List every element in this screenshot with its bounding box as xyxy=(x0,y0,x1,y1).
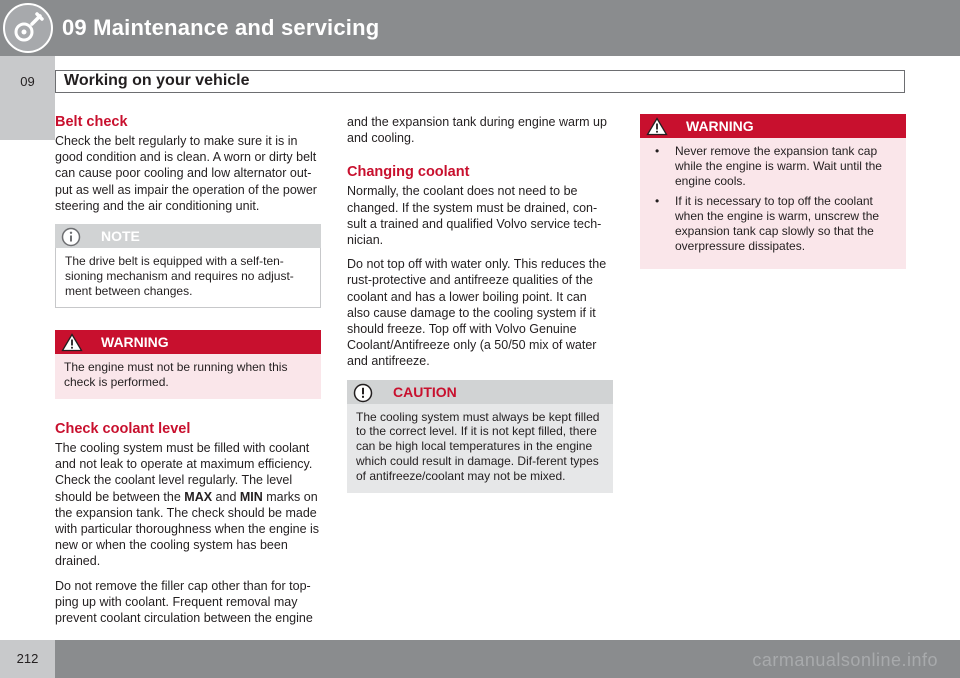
warning-label: WARNING xyxy=(686,118,754,134)
coolant-text-and: and xyxy=(212,489,240,504)
column-left xyxy=(55,114,321,634)
warning-item-text: If it is necessary to top off the coolant when the engine is warm, unscrew the expansion tank cap slowly so that the overpressure dissipates. xyxy=(675,194,880,253)
wrench-gear-icon xyxy=(2,2,54,54)
changing-coolant-heading: Changing coolant xyxy=(347,164,470,181)
warning-header xyxy=(55,330,321,354)
warning-triangle-icon xyxy=(646,117,668,136)
belt-check-heading: Belt check xyxy=(55,114,128,130)
exclamation-circle-icon xyxy=(353,383,373,403)
info-icon xyxy=(61,227,81,247)
watermark: carmanualsonline.info xyxy=(752,650,938,670)
section-title: Working on your vehicle xyxy=(64,72,250,89)
chapter-side-tab xyxy=(0,56,55,140)
warning-list-item xyxy=(649,194,897,253)
note-header xyxy=(55,224,321,248)
warning-header xyxy=(640,114,906,138)
warning-list-item xyxy=(649,144,897,188)
page-number: 212 xyxy=(16,651,39,666)
warning-label: WARNING xyxy=(101,334,169,351)
bullet: • xyxy=(655,144,660,158)
warning-text: The engine must not be running when this check is performed. xyxy=(55,354,321,399)
changing-coolant-text-1: Normally, the coolant does not need to be changed. If the system must be drained, con-sult a trained and qualified Volvo service tech-nician. xyxy=(347,184,602,248)
warning-box-belt xyxy=(55,330,321,399)
continuation-text: and the expansion tank during engine warm up and cooling. xyxy=(347,115,607,146)
warning-box-expansion-tank xyxy=(640,114,906,269)
warning-list xyxy=(649,144,897,254)
caution-label: CAUTION xyxy=(393,383,457,400)
caution-box xyxy=(347,380,613,493)
min-mark: MIN xyxy=(239,489,263,504)
belt-check-text: Check the belt regularly to make sure it is in good condition and is clean. A worn or dirty belt can cause poor cooling and low alternator out-put as well as impair the operation of the power steering and the air conditioning unit. xyxy=(55,134,317,213)
check-coolant-text xyxy=(55,440,321,570)
max-mark: MAX xyxy=(184,489,213,504)
section-title-bar xyxy=(55,70,905,93)
warning-triangle-icon xyxy=(61,333,83,352)
caution-header xyxy=(347,380,613,404)
caution-text: The cooling system must always be kept filled to the correct level. If it is not kept filled, there can be high local temperatures in the engine which could result in damage. Dif-ferent types of antifreeze/coolant may not be mixed. xyxy=(347,404,613,493)
check-coolant-heading: Check coolant level xyxy=(55,421,191,437)
column-middle xyxy=(347,114,613,515)
column-right xyxy=(640,114,906,291)
warning-list-body xyxy=(640,138,906,269)
note-label: NOTE xyxy=(101,228,140,245)
chapter-number-label: 09 xyxy=(20,74,35,89)
chapter-header xyxy=(0,0,960,56)
chapter-title: 09 Maintenance and servicing xyxy=(62,15,380,40)
filler-cap-text: Do not remove the filler cap other than for top-ping up with coolant. Frequent removal may prevent coolant circulation between the engine xyxy=(55,578,313,626)
changing-coolant-text-2: Do not top off with water only. This reduces the rust-protective and antifreeze qualities of the coolant and has a lower boiling point. It can also cause damage to the cooling system if it should freeze. Top off with Volvo Genuine Coolant/Antifreeze only (a 50/50 mix of water and antifreeze. xyxy=(347,257,607,369)
bullet: • xyxy=(655,194,660,209)
coolant-text-part: The cooling system must be filled with coolant and not leak to operate at maximum efficiency. Check the coolant level regularly. The level should be between the xyxy=(55,441,313,504)
coolant-text-part: marks on the expansion tank. The check should be made with particular thoroughness when the engine is new or when the cooling system has been drained. xyxy=(55,489,320,569)
note-box xyxy=(55,224,321,308)
note-text: The drive belt is equipped with a self-ten-sioning mechanism and requires no adjust-ment between changes. xyxy=(55,248,321,308)
warning-item-text: Never remove the expansion tank cap while the engine is warm. Wait until the engine cools. xyxy=(675,144,882,188)
